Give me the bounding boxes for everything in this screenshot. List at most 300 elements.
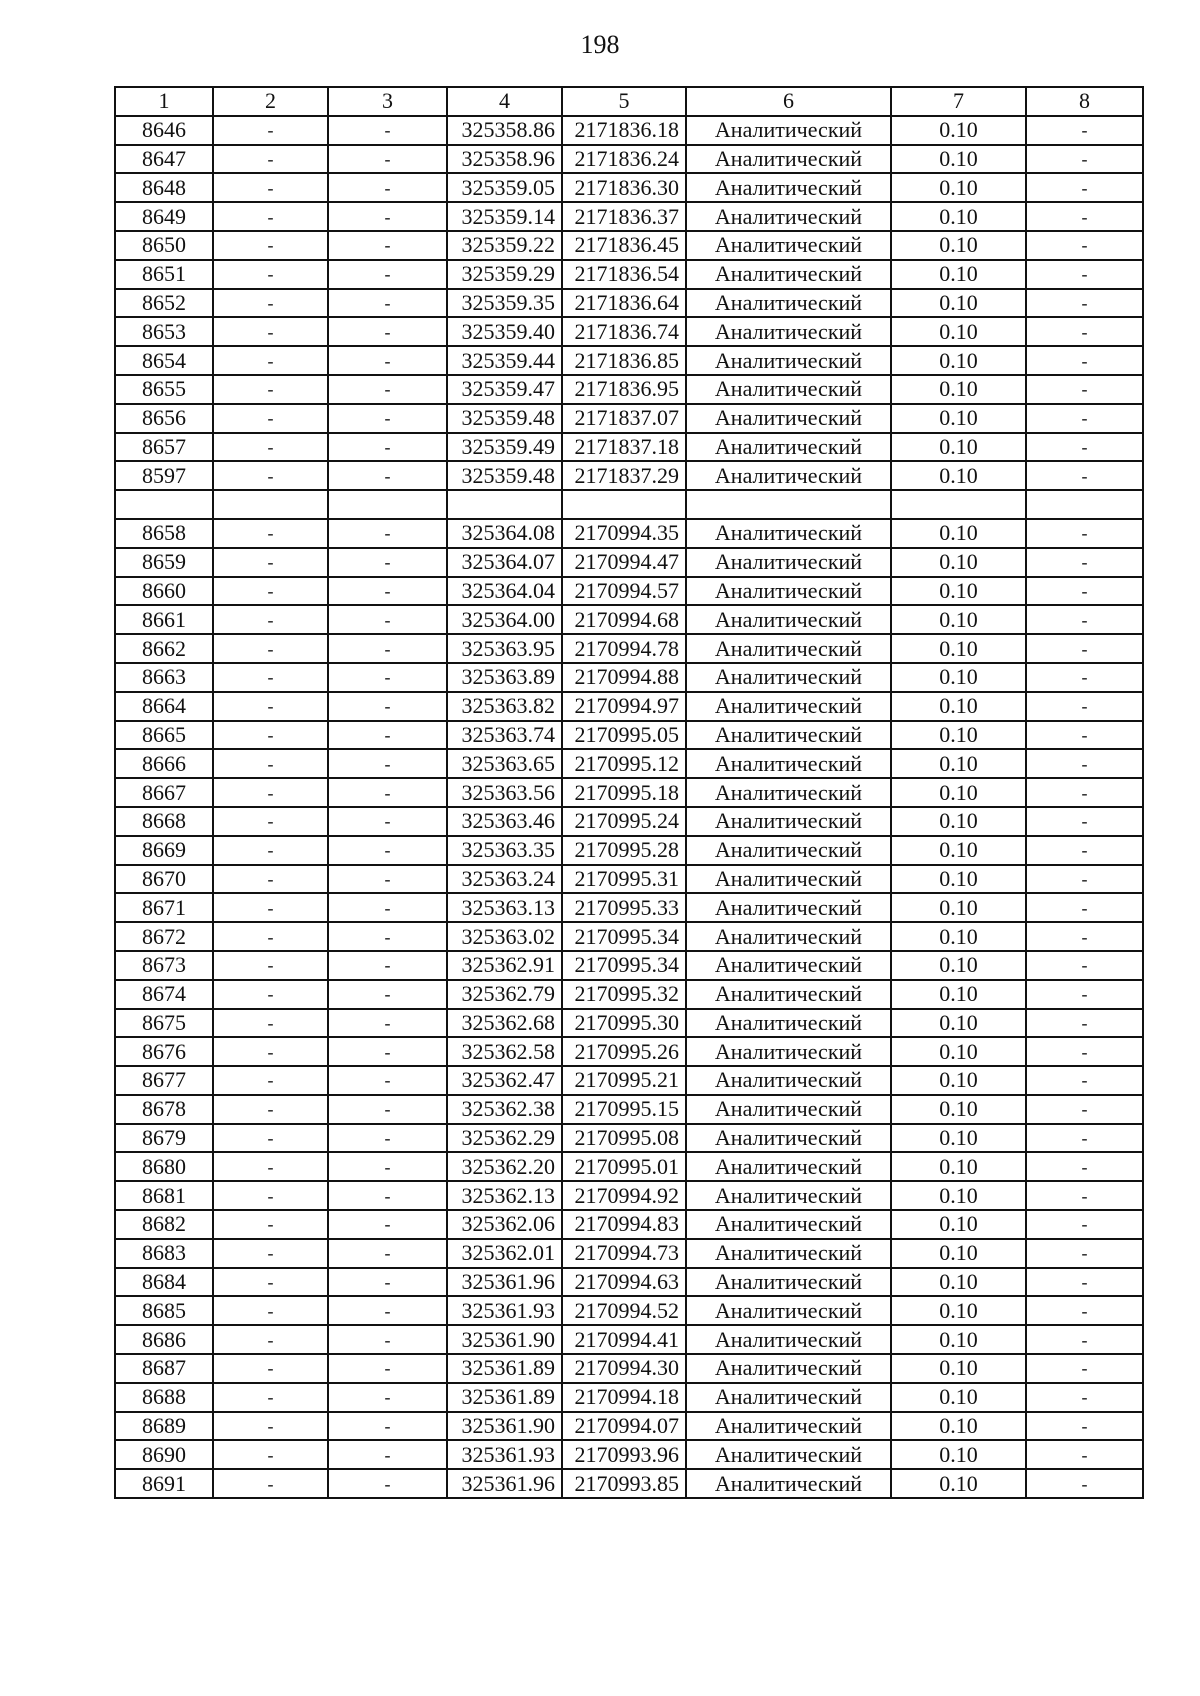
col3-cell: - bbox=[328, 548, 447, 577]
accuracy-cell: 0.10 bbox=[891, 692, 1026, 721]
y-coordinate-cell: 2170995.31 bbox=[562, 865, 686, 894]
table-row bbox=[115, 1469, 1143, 1498]
col8-cell: - bbox=[1026, 433, 1143, 462]
col3-cell: - bbox=[328, 1325, 447, 1354]
col8-cell: - bbox=[1026, 951, 1143, 980]
y-coordinate-cell: 2171836.30 bbox=[562, 173, 686, 202]
point-number-cell: 8673 bbox=[115, 951, 213, 980]
x-coordinate-cell: 325362.06 bbox=[447, 1210, 562, 1239]
point-number-cell: 8687 bbox=[115, 1354, 213, 1383]
table-row bbox=[115, 1354, 1143, 1383]
coordinates-table bbox=[114, 86, 1144, 1499]
method-cell: Аналитический bbox=[686, 1210, 891, 1239]
x-coordinate-cell: 325363.46 bbox=[447, 807, 562, 836]
x-coordinate-cell: 325361.96 bbox=[447, 1469, 562, 1498]
col8-cell: - bbox=[1026, 317, 1143, 346]
accuracy-cell: 0.10 bbox=[891, 202, 1026, 231]
table-body bbox=[115, 116, 1143, 1498]
col3-cell: - bbox=[328, 865, 447, 894]
point-number-cell: 8668 bbox=[115, 807, 213, 836]
col2-cell: - bbox=[213, 1124, 328, 1153]
table-row bbox=[115, 1037, 1143, 1066]
col8-cell: - bbox=[1026, 1210, 1143, 1239]
col3-cell: - bbox=[328, 951, 447, 980]
point-number-cell: 8680 bbox=[115, 1152, 213, 1181]
y-coordinate-cell: 2171836.85 bbox=[562, 346, 686, 375]
y-coordinate-cell: 2170994.88 bbox=[562, 663, 686, 692]
table-row bbox=[115, 778, 1143, 807]
x-coordinate-cell bbox=[447, 490, 562, 519]
method-cell: Аналитический bbox=[686, 1354, 891, 1383]
table-row bbox=[115, 1152, 1143, 1181]
col8-cell: - bbox=[1026, 231, 1143, 260]
col2-cell: - bbox=[213, 289, 328, 318]
x-coordinate-cell: 325362.91 bbox=[447, 951, 562, 980]
col3-cell: - bbox=[328, 634, 447, 663]
accuracy-cell: 0.10 bbox=[891, 1009, 1026, 1038]
x-coordinate-cell: 325358.86 bbox=[447, 116, 562, 145]
col8-cell: - bbox=[1026, 375, 1143, 404]
method-cell: Аналитический bbox=[686, 721, 891, 750]
col2-cell: - bbox=[213, 1181, 328, 1210]
col8-cell: - bbox=[1026, 202, 1143, 231]
table-row bbox=[115, 433, 1143, 462]
method-cell: Аналитический bbox=[686, 922, 891, 951]
col8-cell: - bbox=[1026, 519, 1143, 548]
y-coordinate-cell: 2170993.96 bbox=[562, 1440, 686, 1469]
table-row bbox=[115, 1124, 1143, 1153]
method-cell: Аналитический bbox=[686, 865, 891, 894]
col2-cell: - bbox=[213, 577, 328, 606]
method-cell: Аналитический bbox=[686, 433, 891, 462]
col8-cell: - bbox=[1026, 1440, 1143, 1469]
col8-cell: - bbox=[1026, 778, 1143, 807]
y-coordinate-cell: 2170995.21 bbox=[562, 1066, 686, 1095]
y-coordinate-cell: 2170995.33 bbox=[562, 893, 686, 922]
method-cell: Аналитический bbox=[686, 145, 891, 174]
y-coordinate-cell: 2170994.52 bbox=[562, 1296, 686, 1325]
col3-cell: - bbox=[328, 289, 447, 318]
y-coordinate-cell: 2170994.63 bbox=[562, 1268, 686, 1297]
accuracy-cell bbox=[891, 490, 1026, 519]
col8-cell: - bbox=[1026, 663, 1143, 692]
point-number-cell: 8656 bbox=[115, 404, 213, 433]
col3-cell: - bbox=[328, 116, 447, 145]
table-row bbox=[115, 605, 1143, 634]
point-number-cell: 8671 bbox=[115, 893, 213, 922]
col3-cell: - bbox=[328, 231, 447, 260]
y-coordinate-cell: 2170995.32 bbox=[562, 980, 686, 1009]
col3-cell: - bbox=[328, 922, 447, 951]
col2-cell: - bbox=[213, 1210, 328, 1239]
y-coordinate-cell: 2170995.24 bbox=[562, 807, 686, 836]
y-coordinate-cell: 2171836.74 bbox=[562, 317, 686, 346]
point-number-cell: 8683 bbox=[115, 1239, 213, 1268]
col2-cell: - bbox=[213, 1383, 328, 1412]
accuracy-cell: 0.10 bbox=[891, 605, 1026, 634]
y-coordinate-cell: 2170994.47 bbox=[562, 548, 686, 577]
x-coordinate-cell: 325361.90 bbox=[447, 1325, 562, 1354]
method-cell: Аналитический bbox=[686, 634, 891, 663]
col3-cell: - bbox=[328, 836, 447, 865]
point-number-cell: 8649 bbox=[115, 202, 213, 231]
col8-cell: - bbox=[1026, 1181, 1143, 1210]
col2-cell: - bbox=[213, 865, 328, 894]
method-cell: Аналитический bbox=[686, 749, 891, 778]
x-coordinate-cell: 325364.00 bbox=[447, 605, 562, 634]
y-coordinate-cell: 2171837.18 bbox=[562, 433, 686, 462]
col2-cell: - bbox=[213, 461, 328, 490]
y-coordinate-cell: 2170995.05 bbox=[562, 721, 686, 750]
col8-cell: - bbox=[1026, 922, 1143, 951]
accuracy-cell: 0.10 bbox=[891, 375, 1026, 404]
accuracy-cell: 0.10 bbox=[891, 145, 1026, 174]
x-coordinate-cell: 325359.35 bbox=[447, 289, 562, 318]
accuracy-cell: 0.10 bbox=[891, 577, 1026, 606]
x-coordinate-cell: 325363.02 bbox=[447, 922, 562, 951]
table-row bbox=[115, 1296, 1143, 1325]
table-row bbox=[115, 1066, 1143, 1095]
col3-cell: - bbox=[328, 173, 447, 202]
point-number-cell: 8678 bbox=[115, 1095, 213, 1124]
table-row bbox=[115, 980, 1143, 1009]
col8-cell: - bbox=[1026, 260, 1143, 289]
col8-cell: - bbox=[1026, 692, 1143, 721]
accuracy-cell: 0.10 bbox=[891, 634, 1026, 663]
method-cell: Аналитический bbox=[686, 317, 891, 346]
x-coordinate-cell: 325363.82 bbox=[447, 692, 562, 721]
y-coordinate-cell: 2171836.24 bbox=[562, 145, 686, 174]
point-number-cell: 8677 bbox=[115, 1066, 213, 1095]
col8-cell: - bbox=[1026, 577, 1143, 606]
accuracy-cell: 0.10 bbox=[891, 317, 1026, 346]
col2-cell: - bbox=[213, 1296, 328, 1325]
col3-cell: - bbox=[328, 1296, 447, 1325]
col3-cell: - bbox=[328, 1440, 447, 1469]
method-cell bbox=[686, 490, 891, 519]
col2-cell: - bbox=[213, 375, 328, 404]
col3-cell: - bbox=[328, 1009, 447, 1038]
method-cell: Аналитический bbox=[686, 893, 891, 922]
method-cell: Аналитический bbox=[686, 577, 891, 606]
x-coordinate-cell: 325359.05 bbox=[447, 173, 562, 202]
table-row bbox=[115, 202, 1143, 231]
column-header: 7 bbox=[891, 87, 1026, 116]
table-row bbox=[115, 1268, 1143, 1297]
method-cell: Аналитический bbox=[686, 375, 891, 404]
table-row bbox=[115, 1095, 1143, 1124]
accuracy-cell: 0.10 bbox=[891, 1440, 1026, 1469]
page-number: 198 bbox=[580, 30, 620, 59]
y-coordinate-cell bbox=[562, 490, 686, 519]
table-row bbox=[115, 836, 1143, 865]
col3-cell: - bbox=[328, 1124, 447, 1153]
method-cell: Аналитический bbox=[686, 1412, 891, 1441]
col3-cell bbox=[328, 490, 447, 519]
accuracy-cell: 0.10 bbox=[891, 1066, 1026, 1095]
x-coordinate-cell: 325362.20 bbox=[447, 1152, 562, 1181]
col8-cell: - bbox=[1026, 749, 1143, 778]
x-coordinate-cell: 325359.48 bbox=[447, 461, 562, 490]
table-row bbox=[115, 1210, 1143, 1239]
x-coordinate-cell: 325364.08 bbox=[447, 519, 562, 548]
col3-cell: - bbox=[328, 605, 447, 634]
col3-cell: - bbox=[328, 1152, 447, 1181]
y-coordinate-cell: 2170994.07 bbox=[562, 1412, 686, 1441]
y-coordinate-cell: 2170994.30 bbox=[562, 1354, 686, 1383]
point-number-cell: 8652 bbox=[115, 289, 213, 318]
accuracy-cell: 0.10 bbox=[891, 721, 1026, 750]
col3-cell: - bbox=[328, 1210, 447, 1239]
col3-cell: - bbox=[328, 749, 447, 778]
point-number-cell: 8661 bbox=[115, 605, 213, 634]
y-coordinate-cell: 2170994.18 bbox=[562, 1383, 686, 1412]
point-number-cell: 8655 bbox=[115, 375, 213, 404]
accuracy-cell: 0.10 bbox=[891, 865, 1026, 894]
point-number-cell: 8682 bbox=[115, 1210, 213, 1239]
accuracy-cell: 0.10 bbox=[891, 1412, 1026, 1441]
accuracy-cell: 0.10 bbox=[891, 1124, 1026, 1153]
col8-cell bbox=[1026, 490, 1143, 519]
point-number-cell: 8676 bbox=[115, 1037, 213, 1066]
table-row bbox=[115, 749, 1143, 778]
point-number-cell: 8688 bbox=[115, 1383, 213, 1412]
col8-cell: - bbox=[1026, 836, 1143, 865]
col8-cell: - bbox=[1026, 346, 1143, 375]
x-coordinate-cell: 325362.79 bbox=[447, 980, 562, 1009]
method-cell: Аналитический bbox=[686, 548, 891, 577]
col3-cell: - bbox=[328, 1469, 447, 1498]
col2-cell: - bbox=[213, 116, 328, 145]
y-coordinate-cell: 2170994.41 bbox=[562, 1325, 686, 1354]
col2-cell: - bbox=[213, 1354, 328, 1383]
col2-cell: - bbox=[213, 202, 328, 231]
col3-cell: - bbox=[328, 893, 447, 922]
method-cell: Аналитический bbox=[686, 260, 891, 289]
accuracy-cell: 0.10 bbox=[891, 116, 1026, 145]
y-coordinate-cell: 2171836.54 bbox=[562, 260, 686, 289]
table-row bbox=[115, 692, 1143, 721]
accuracy-cell: 0.10 bbox=[891, 231, 1026, 260]
y-coordinate-cell: 2170995.15 bbox=[562, 1095, 686, 1124]
y-coordinate-cell: 2170994.78 bbox=[562, 634, 686, 663]
col8-cell: - bbox=[1026, 116, 1143, 145]
table-row bbox=[115, 1440, 1143, 1469]
method-cell: Аналитический bbox=[686, 1325, 891, 1354]
table-row bbox=[115, 173, 1143, 202]
accuracy-cell: 0.10 bbox=[891, 1268, 1026, 1297]
col2-cell: - bbox=[213, 634, 328, 663]
table-row bbox=[115, 577, 1143, 606]
accuracy-cell: 0.10 bbox=[891, 951, 1026, 980]
point-number-cell: 8646 bbox=[115, 116, 213, 145]
method-cell: Аналитический bbox=[686, 231, 891, 260]
accuracy-cell: 0.10 bbox=[891, 1383, 1026, 1412]
col2-cell: - bbox=[213, 173, 328, 202]
method-cell: Аналитический bbox=[686, 404, 891, 433]
col3-cell: - bbox=[328, 202, 447, 231]
table-row bbox=[115, 548, 1143, 577]
col2-cell: - bbox=[213, 1268, 328, 1297]
col3-cell: - bbox=[328, 145, 447, 174]
x-coordinate-cell: 325362.58 bbox=[447, 1037, 562, 1066]
accuracy-cell: 0.10 bbox=[891, 1469, 1026, 1498]
y-coordinate-cell: 2171836.95 bbox=[562, 375, 686, 404]
col3-cell: - bbox=[328, 807, 447, 836]
y-coordinate-cell: 2170994.92 bbox=[562, 1181, 686, 1210]
x-coordinate-cell: 325362.29 bbox=[447, 1124, 562, 1153]
col3-cell: - bbox=[328, 346, 447, 375]
table-row bbox=[115, 375, 1143, 404]
point-number-cell: 8658 bbox=[115, 519, 213, 548]
y-coordinate-cell: 2171836.45 bbox=[562, 231, 686, 260]
col3-cell: - bbox=[328, 317, 447, 346]
method-cell: Аналитический bbox=[686, 1124, 891, 1153]
column-header: 5 bbox=[562, 87, 686, 116]
accuracy-cell: 0.10 bbox=[891, 1210, 1026, 1239]
table-row bbox=[115, 1009, 1143, 1038]
col3-cell: - bbox=[328, 1239, 447, 1268]
col3-cell: - bbox=[328, 1181, 447, 1210]
col2-cell: - bbox=[213, 749, 328, 778]
method-cell: Аналитический bbox=[686, 461, 891, 490]
accuracy-cell: 0.10 bbox=[891, 289, 1026, 318]
point-number-cell: 8665 bbox=[115, 721, 213, 750]
col8-cell: - bbox=[1026, 1383, 1143, 1412]
method-cell: Аналитический bbox=[686, 951, 891, 980]
col8-cell: - bbox=[1026, 605, 1143, 634]
accuracy-cell: 0.10 bbox=[891, 1296, 1026, 1325]
table-row bbox=[115, 145, 1143, 174]
col2-cell: - bbox=[213, 1469, 328, 1498]
col3-cell: - bbox=[328, 663, 447, 692]
method-cell: Аналитический bbox=[686, 202, 891, 231]
table-header-row bbox=[115, 87, 1143, 116]
col8-cell: - bbox=[1026, 1124, 1143, 1153]
col8-cell: - bbox=[1026, 1325, 1143, 1354]
method-cell: Аналитический bbox=[686, 289, 891, 318]
col8-cell: - bbox=[1026, 173, 1143, 202]
method-cell: Аналитический bbox=[686, 1239, 891, 1268]
table-row bbox=[115, 922, 1143, 951]
col8-cell: - bbox=[1026, 1268, 1143, 1297]
x-coordinate-cell: 325362.13 bbox=[447, 1181, 562, 1210]
table-row bbox=[115, 1239, 1143, 1268]
x-coordinate-cell: 325362.68 bbox=[447, 1009, 562, 1038]
y-coordinate-cell: 2170994.35 bbox=[562, 519, 686, 548]
y-coordinate-cell: 2171837.29 bbox=[562, 461, 686, 490]
col8-cell: - bbox=[1026, 145, 1143, 174]
method-cell: Аналитический bbox=[686, 1268, 891, 1297]
point-number-cell: 8597 bbox=[115, 461, 213, 490]
method-cell: Аналитический bbox=[686, 807, 891, 836]
accuracy-cell: 0.10 bbox=[891, 749, 1026, 778]
accuracy-cell: 0.10 bbox=[891, 778, 1026, 807]
method-cell: Аналитический bbox=[686, 980, 891, 1009]
point-number-cell: 8660 bbox=[115, 577, 213, 606]
method-cell: Аналитический bbox=[686, 836, 891, 865]
point-number-cell: 8679 bbox=[115, 1124, 213, 1153]
col3-cell: - bbox=[328, 980, 447, 1009]
point-number-cell: 8664 bbox=[115, 692, 213, 721]
col3-cell: - bbox=[328, 1354, 447, 1383]
y-coordinate-cell: 2171836.18 bbox=[562, 116, 686, 145]
x-coordinate-cell: 325359.44 bbox=[447, 346, 562, 375]
col8-cell: - bbox=[1026, 893, 1143, 922]
col2-cell: - bbox=[213, 663, 328, 692]
col3-cell: - bbox=[328, 577, 447, 606]
y-coordinate-cell: 2170995.34 bbox=[562, 951, 686, 980]
table-row bbox=[115, 231, 1143, 260]
table-row bbox=[115, 317, 1143, 346]
method-cell: Аналитический bbox=[686, 346, 891, 375]
accuracy-cell: 0.10 bbox=[891, 1181, 1026, 1210]
y-coordinate-cell: 2170995.01 bbox=[562, 1152, 686, 1181]
y-coordinate-cell: 2170994.83 bbox=[562, 1210, 686, 1239]
point-number-cell: 8685 bbox=[115, 1296, 213, 1325]
col2-cell: - bbox=[213, 346, 328, 375]
col2-cell: - bbox=[213, 548, 328, 577]
point-number-cell: 8651 bbox=[115, 260, 213, 289]
x-coordinate-cell: 325359.29 bbox=[447, 260, 562, 289]
col3-cell: - bbox=[328, 1412, 447, 1441]
x-coordinate-cell: 325363.65 bbox=[447, 749, 562, 778]
accuracy-cell: 0.10 bbox=[891, 663, 1026, 692]
col3-cell: - bbox=[328, 1095, 447, 1124]
x-coordinate-cell: 325361.90 bbox=[447, 1412, 562, 1441]
table-row bbox=[115, 461, 1143, 490]
y-coordinate-cell: 2171836.64 bbox=[562, 289, 686, 318]
x-coordinate-cell: 325359.49 bbox=[447, 433, 562, 462]
accuracy-cell: 0.10 bbox=[891, 1354, 1026, 1383]
table-row bbox=[115, 1383, 1143, 1412]
col3-cell: - bbox=[328, 692, 447, 721]
col2-cell: - bbox=[213, 1066, 328, 1095]
point-number-cell: 8666 bbox=[115, 749, 213, 778]
method-cell: Аналитический bbox=[686, 605, 891, 634]
col8-cell: - bbox=[1026, 1066, 1143, 1095]
method-cell: Аналитический bbox=[686, 778, 891, 807]
y-coordinate-cell: 2170995.34 bbox=[562, 922, 686, 951]
point-number-cell bbox=[115, 490, 213, 519]
point-number-cell: 8653 bbox=[115, 317, 213, 346]
col3-cell: - bbox=[328, 1268, 447, 1297]
x-coordinate-cell: 325358.96 bbox=[447, 145, 562, 174]
point-number-cell: 8648 bbox=[115, 173, 213, 202]
method-cell: Аналитический bbox=[686, 1296, 891, 1325]
accuracy-cell: 0.10 bbox=[891, 548, 1026, 577]
col3-cell: - bbox=[328, 519, 447, 548]
col3-cell: - bbox=[328, 1066, 447, 1095]
col3-cell: - bbox=[328, 1383, 447, 1412]
method-cell: Аналитический bbox=[686, 1009, 891, 1038]
x-coordinate-cell: 325364.07 bbox=[447, 548, 562, 577]
y-coordinate-cell: 2170995.26 bbox=[562, 1037, 686, 1066]
method-cell: Аналитический bbox=[686, 1469, 891, 1498]
point-number-cell: 8681 bbox=[115, 1181, 213, 1210]
accuracy-cell: 0.10 bbox=[891, 404, 1026, 433]
point-number-cell: 8662 bbox=[115, 634, 213, 663]
method-cell: Аналитический bbox=[686, 1440, 891, 1469]
col2-cell bbox=[213, 490, 328, 519]
point-number-cell: 8670 bbox=[115, 865, 213, 894]
col8-cell: - bbox=[1026, 1296, 1143, 1325]
table-row bbox=[115, 490, 1143, 519]
col3-cell: - bbox=[328, 260, 447, 289]
y-coordinate-cell: 2171837.07 bbox=[562, 404, 686, 433]
col2-cell: - bbox=[213, 605, 328, 634]
col2-cell: - bbox=[213, 692, 328, 721]
